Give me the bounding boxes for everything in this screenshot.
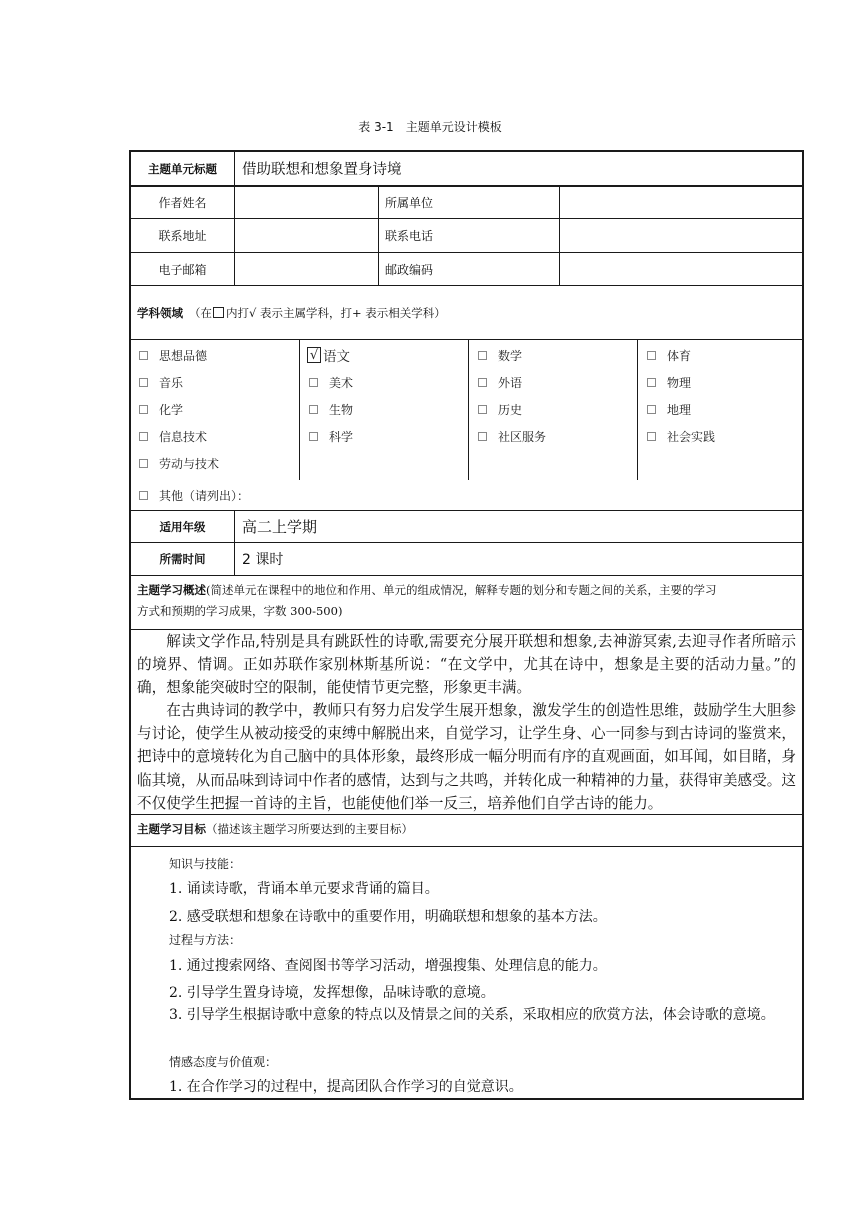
subject-heading: 学科领域 [137,305,183,320]
goals-header [137,819,796,840]
checkbox-icon [647,378,656,387]
email-label: 电子邮箱 [158,262,207,277]
subject-checkbox-物理[interactable]: 物理 [647,373,691,391]
subject-checkbox-思想品德[interactable]: 思想品德 [139,346,207,364]
subject-note-prefix: （在 [189,305,212,320]
time-value[interactable]: 2 课时 [242,552,284,568]
checkbox-icon [139,459,148,468]
goals-heading: 主题学习目标 [137,822,206,836]
knowledge-title: 知识与技能： [169,857,242,871]
overview-heading: 主题学习概述 [137,583,206,597]
address-field[interactable] [235,219,378,252]
phone-label: 联系电话 [385,229,434,243]
knowledge-item-2: 2. 感受联想和想象在诗歌中的重要作用，明确联想和想象的基本方法。 [169,909,607,925]
subject-checkbox-科学[interactable]: 科学 [309,427,353,445]
checkbox-icon [139,432,148,441]
checkbox-icon [478,351,487,360]
overview-heading-note-2: 方式和预期的学习成果，字数 300-500) [137,604,343,618]
overview-header [137,580,796,622]
checkbox-icon [647,432,656,441]
subject-checkbox-地理[interactable]: 地理 [647,400,691,418]
subject-checkbox-体育[interactable]: 体育 [647,346,691,364]
subject-heading-row [137,286,796,339]
checkbox-icon [478,378,487,387]
author-field[interactable] [235,186,378,218]
author-label: 作者姓名 [158,195,207,210]
subject-checkbox-音乐[interactable]: 音乐 [139,373,183,391]
subject-checkbox-信息技术[interactable]: 信息技术 [139,427,207,445]
emotion-item-1: 1. 在合作学习的过程中，提高团队合作学习的自觉意识。 [169,1079,523,1095]
subject-checkbox-语文[interactable]: √ 语文 [307,346,350,364]
checkbox-icon [139,405,148,414]
postcode-label: 邮政编码 [385,262,434,277]
overview-paragraph-2: 在古典诗词的教学中，教师只有努力启发学生展开想象，激发学生的创造性思维，鼓励学生大胆参与讨论，使学生从被动接受的束缚中解脱出来，自觉学习，让学生身、心一同参与到古诗词的鉴赏来，把诗中的意境转化为自己脑中的具体形象，最终形成一幅分明而有序的直观画面，如耳闻，如目睹，身临其境，从而品味到诗词中作者的感情，达到与之共鸣，并转化成一种精神的力量，获得审美感受。这不仅使学生把握一首诗的主旨，也能使他们举一反三，培养他们自学古诗的能力。 [137,702,796,812]
process-item-3: 3. 引导学生根据诗歌中意象的特点以及情景之间的关系，采取相应的欣赏方法，体会诗歌的意境。 [169,1007,775,1023]
theme-title-label: 主题单元标题 [148,161,217,176]
checkbox-icon [139,378,148,387]
time-label: 所需时间 [159,552,206,566]
grade-label: 适用年级 [159,519,206,534]
checkbox-icon [139,351,148,360]
unit-label: 所属单位 [385,195,434,210]
subject-other-field[interactable]: 其他（请列出）： [139,486,249,504]
subject-checkbox-劳动与技术[interactable]: 劳动与技术 [139,454,219,472]
unit-field[interactable] [560,186,802,218]
checkbox-icon [309,378,318,387]
subject-checkbox-美术[interactable]: 美术 [309,373,353,391]
theme-unit-table [129,150,804,1100]
email-field[interactable] [235,253,378,285]
grade-value[interactable]: 高二上学期 [242,518,318,536]
subject-note: 内打√ 表示主属学科，打+ 表示相关学科） [226,305,446,320]
theme-title-value[interactable]: 借助联想和想象置身诗境 [242,162,402,178]
subject-checkbox-化学[interactable]: 化学 [139,400,183,418]
checkbox-icon [647,405,656,414]
checkbox-icon [309,432,318,441]
checkbox-icon [309,405,318,414]
emotion-title: 情感态度与价值观： [169,1055,278,1069]
checkbox-icon [647,351,656,360]
checkbox-icon [478,432,487,441]
knowledge-item-1: 1. 诵读诗歌，背诵本单元要求背诵的篇目。 [169,881,439,897]
postcode-field[interactable] [560,253,802,285]
checkbox-sample-icon [213,307,224,318]
checkmark-icon: √ [307,347,321,363]
checkbox-icon [478,405,487,414]
phone-field[interactable] [560,219,802,252]
process-item-1: 1. 通过搜索网络、查阅图书等学习活动，增强搜集、处理信息的能力。 [169,958,607,974]
overview-paragraph-1: 解读文学作品,特别是具有跳跃性的诗歌,需要充分展开联想和想象,去神游冥索,去迎寻作者所暗示的境界、情调。正如苏联作家别林斯基所说：“在文学中，尤其在诗中，想象是主要的活动力量。”的确，想象能突破时空的限制，能使情节更完整，形象更丰满。 [137,633,796,697]
subject-checkbox-社区服务[interactable]: 社区服务 [478,427,546,445]
subject-checkbox-数学[interactable]: 数学 [478,346,522,364]
subject-checkbox-历史[interactable]: 历史 [478,400,522,418]
address-label: 联系地址 [158,229,207,243]
subject-checkbox-社会实践[interactable]: 社会实践 [647,427,715,445]
checkbox-icon [139,491,148,500]
table-caption: 表 3-1 主题单元设计模板 [358,120,502,134]
goals-heading-note: （描述该主题学习所要达到的主要目标） [206,822,413,836]
overview-heading-note: (简述单元在课程中的地位和作用、单元的组成情况，解释专题的划分和专题之间的关系，主要的学习 [206,583,717,597]
process-title: 过程与方法： [169,933,242,947]
subject-checkbox-生物[interactable]: 生物 [309,400,353,418]
process-item-2: 2. 引导学生置身诗境，发挥想像，品味诗歌的意境。 [169,985,495,1001]
subject-checkbox-外语[interactable]: 外语 [478,373,522,391]
